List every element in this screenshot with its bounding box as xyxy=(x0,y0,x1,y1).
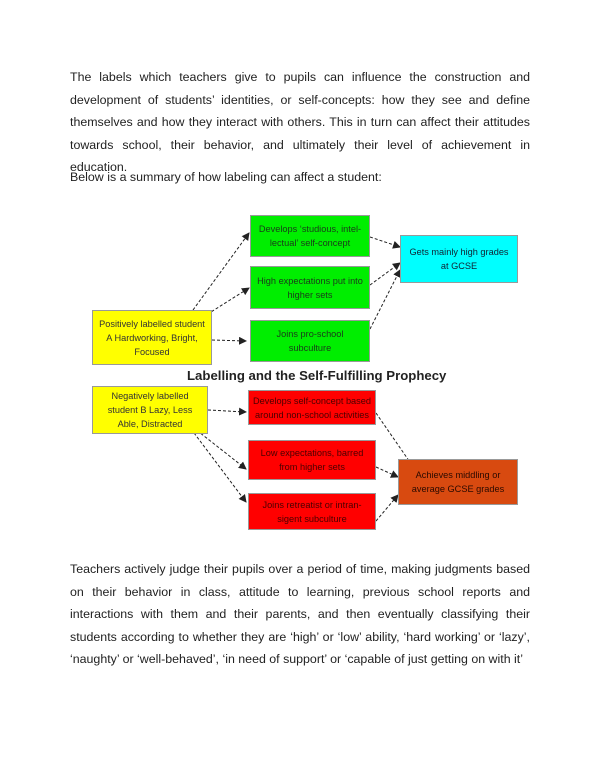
arrow-low-exp-to-middling xyxy=(376,467,398,477)
diagram-title: Labelling and the Self-Fulfilling Prophecy xyxy=(187,368,447,383)
arrow-pro-school-to-high-grades xyxy=(370,270,400,329)
labelling-diagram xyxy=(70,205,530,540)
arrow-a-to-pro-school xyxy=(212,340,246,341)
arrow-high-exp-to-high-grades xyxy=(370,263,400,285)
retreatist-subculture-box: Joins retreatist or intran-sigent subculture xyxy=(248,493,376,530)
closing-paragraph: Teachers actively judge their pupils over a period of time, making judgments based on their behavior in class, attitude to learning, previous school reports and interactions with them and their parents, and then eventually classifying their students according to whether they are ‘high’ or ‘low’ ability, ‘hard working’ or ‘lazy’, ‘naughty’ or ‘well-behaved’, ‘in need of support’ or ‘capable of just getting on with it’ xyxy=(70,562,530,666)
non-school-self-concept-box: Develops self-concept based around non-school activities xyxy=(248,390,376,425)
arrow-a-to-studious xyxy=(193,233,249,310)
intro-paragraph: The labels which teachers give to pupils can influence the construction and development of students’ identities, or self-concepts: how they see and define themselves and how they interact with others. This in turn can affect their attitudes towards school, their behavior, and ultimately their level of achievement in education. xyxy=(70,70,530,174)
summary-paragraph: Below is a summary of how labeling can affect a student: xyxy=(70,170,382,184)
pro-school-subculture-box: Joins pro-school subculture xyxy=(250,320,370,362)
arrow-retreatist-to-middling xyxy=(376,495,398,521)
high-grades-box: Gets mainly high grades at GCSE xyxy=(400,235,518,283)
arrow-b-to-non-school xyxy=(208,410,246,412)
low-expectations-box: Low expectations, barred from higher sets xyxy=(248,440,376,480)
negative-student-box: Negatively labelled student B Lazy, Less Able, Distracted xyxy=(92,386,208,434)
positive-student-box: Positively labelled student A Hardworking, Bright, Focused xyxy=(92,310,212,365)
high-expectations-box: High expectations put into higher sets xyxy=(250,266,370,309)
arrow-studious-to-high-grades xyxy=(370,237,400,247)
studious-self-concept-box: Develops ‘studious, intel-lectual’ self-concept xyxy=(250,215,370,257)
middling-grades-box: Achieves middling or average GCSE grades xyxy=(398,459,518,505)
